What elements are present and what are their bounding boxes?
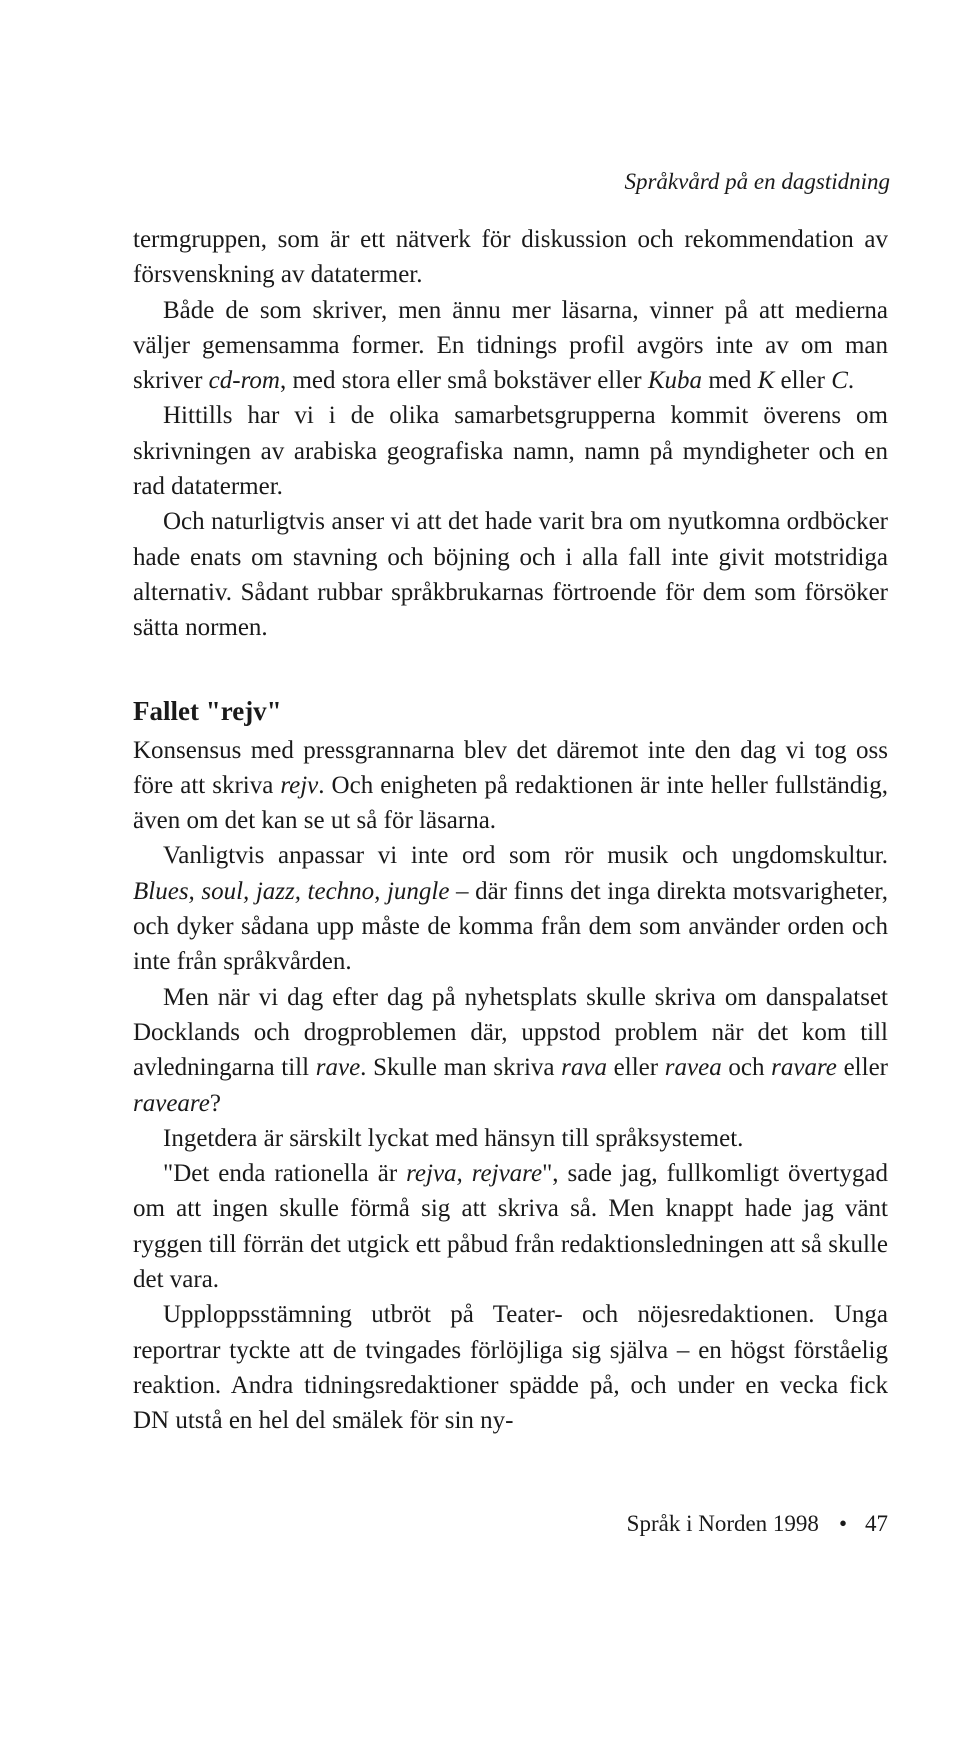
term-ravea: ravea — [664, 1054, 722, 1082]
footer-publication: Språk i Norden 1998 — [626, 1511, 819, 1536]
term-music-genres: Blues, soul, jazz, techno, jungle — [133, 877, 450, 905]
page-number: 47 — [865, 1511, 888, 1536]
term-rejv: rejv — [280, 771, 319, 799]
term-c: C — [831, 367, 848, 395]
term-raveare: raveare — [133, 1089, 210, 1117]
term-rejva-rejvare: rejva, rejvare — [406, 1160, 543, 1188]
paragraph-konsensus: Konsensus med pressgrannarna blev det däremot inte den dag vi tog oss före att skriva rejv. Och enigheten på redaktionen är inte heller fullständig, även om det kan se ut så för läsarna. — [133, 736, 888, 835]
paragraph-upploppsstamning: Upploppsstämning utbröt på Teater- och nöjesredaktionen. Unga reportrar tyckte att de tvingades förlöjliga sig själva – en högst förståelig reaktion. Andra tidningsredaktioner spädde på, och under en vecka fick DN utstå en hel del smälek för sin ny- — [133, 1301, 888, 1435]
paragraph-docklands: Men när vi dag efter dag på nyhetsplats skulle skriva om danspalatset Docklands och drogproblemen där, uppstod problem när det kom till avledningarna till rave. Skulle man skriva rava eller ravea och ravare eller raveare? — [133, 983, 888, 1117]
section-heading-fallet-rejv: Fallet "rejv" — [133, 695, 282, 726]
paragraph-ordbocker: Och naturligtvis anser vi att det hade varit bra om nyutkomna ordböcker hade enats om stavning och böjning och i alla fall inte givit motstridiga alternativ. Sådant rubbar språkbrukarnas förtroende för dem som försöker sätta normen. — [133, 508, 888, 642]
paragraph-gemensamma-former: Både de som skriver, men ännu mer läsarna, vinner på att medierna väljer gemensamma former. En tidnings profil avgörs inte av om man skriver cd-rom, med stora eller små bokstäver eller Kuba med K eller C. — [133, 296, 888, 395]
term-k: K — [757, 367, 775, 395]
term-cd-rom: cd-rom — [208, 367, 280, 395]
term-ravare: ravare — [771, 1054, 837, 1082]
paragraph-ungdomskultur: Vanligtvis anpassar vi inte ord som rör musik och ungdomskultur. Blues, soul, jazz, techno, jungle – där finns det inga direkta motsvarigheter, och dyker sådana upp måste de komma från dem som använder orden och inte från språkvården. — [133, 842, 888, 976]
footer-separator: • — [838, 1511, 847, 1536]
paragraph-rationella: "Det enda rationella är rejva, rejvare", sade jag, fullkomligt övertygad om att ingen skulle förmå sig att skriva så. Men knappt hade jag vänt ryggen till förrän det utgick ett påbud från redaktionsledningen att så skulle det vara. — [133, 1160, 889, 1294]
paragraph-samarbetsgrupperna: Hittills har vi i de olika samarbetsgrupperna kommit överens om skrivningen av arabiska geografiska namn, namn på myndigheter och en rad datatermer. — [133, 402, 888, 501]
paragraph-termgruppen: termgruppen, som är ett nätverk för diskussion och rekommendation av försvenskning av datatermer. — [133, 226, 888, 289]
term-rave: rave — [315, 1054, 361, 1082]
paragraph-ingetdera: Ingetdera är särskilt lyckat med hänsyn till språksystemet. — [163, 1124, 744, 1152]
page-footer — [627, 1510, 888, 1538]
running-header: Språkvård på en dagstidning — [624, 169, 890, 194]
term-kuba: Kuba — [647, 367, 703, 395]
article-body — [133, 222, 888, 1439]
term-rava: rava — [561, 1054, 607, 1082]
